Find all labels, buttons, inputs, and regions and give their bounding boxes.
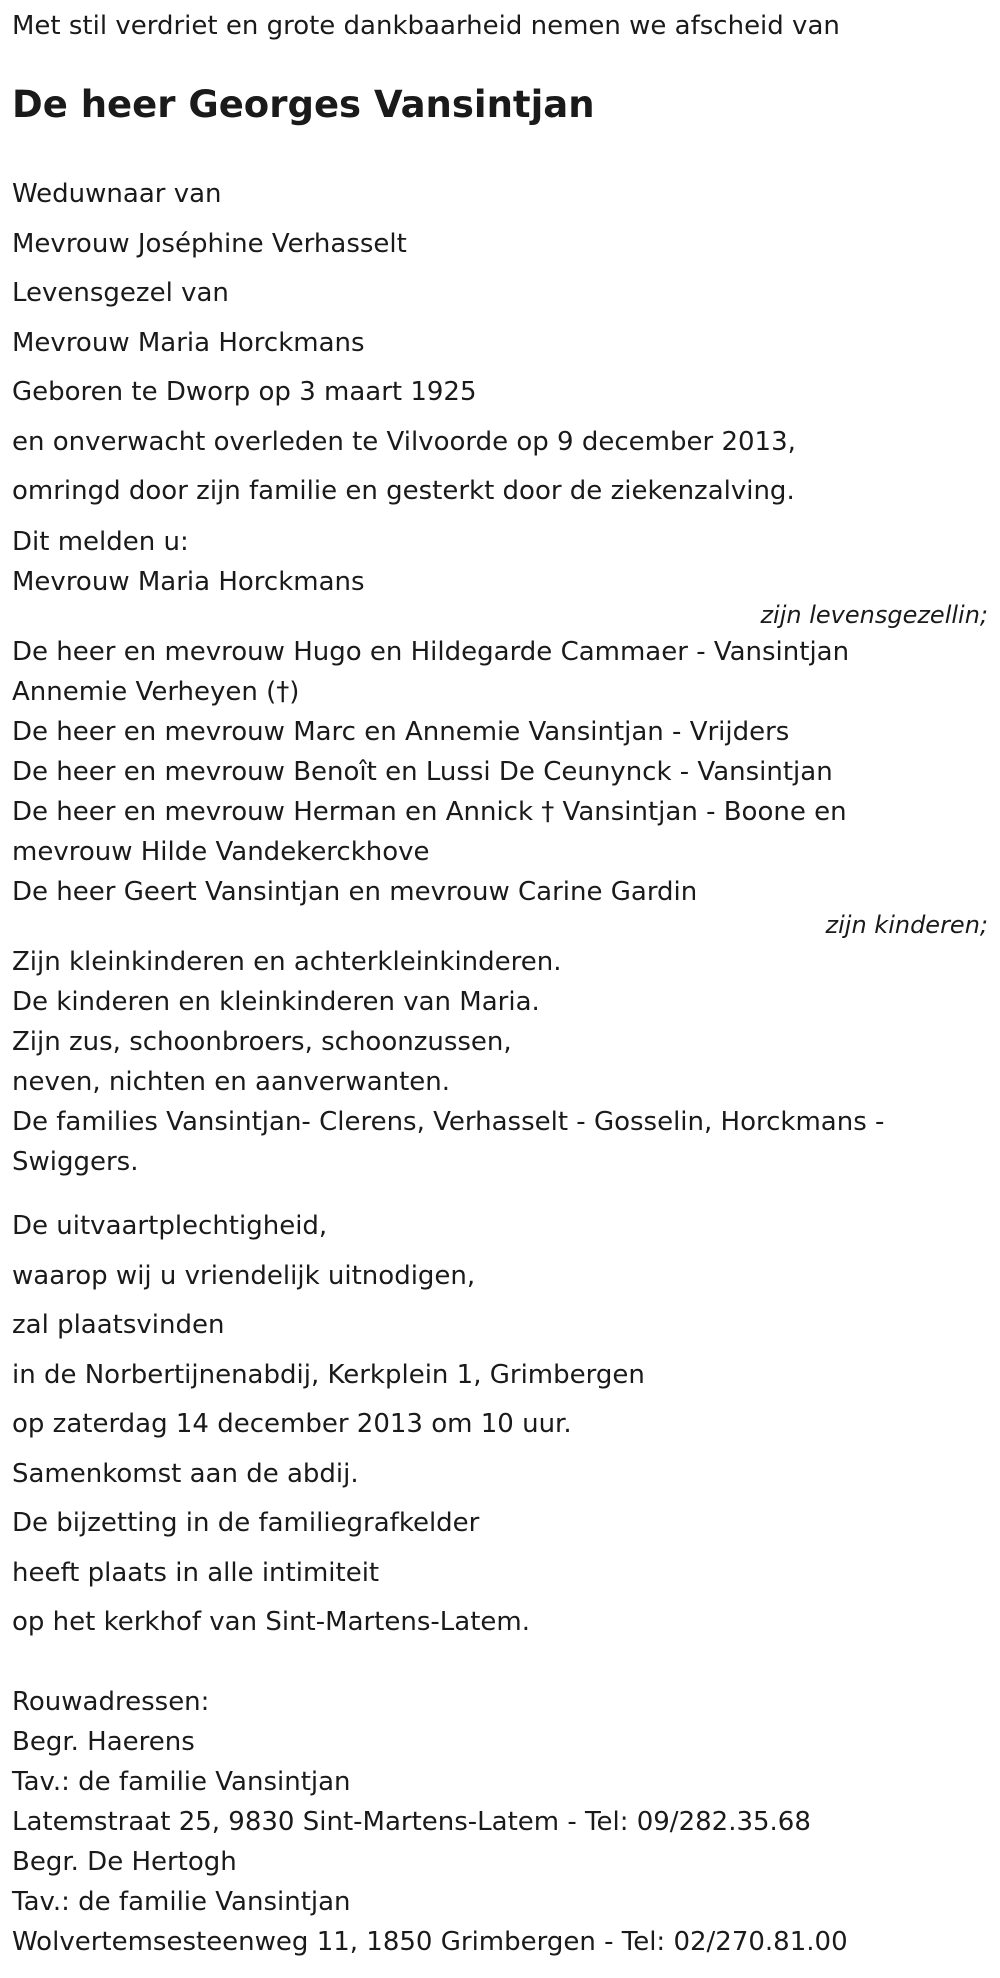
- ceremony-line: heeft plaats in alle intimiteit: [12, 1557, 380, 1588]
- child-line: mevrouw Hilde Vandekerckhove: [12, 837, 430, 867]
- address-line: Begr. De Hertogh: [12, 1847, 237, 1877]
- detail-line: Levensgezel van: [12, 278, 229, 308]
- ceremony-line: waarop wij u vriendelijk uitnodigen,: [12, 1260, 476, 1291]
- address-line: Begr. Haerens: [12, 1727, 195, 1757]
- intro-text: Met stil verdriet en grote dankbaarheid nemen we afscheid van: [12, 11, 840, 41]
- detail-line: en onverwacht overleden te Vilvoorde op 9 december 2013,: [12, 426, 796, 457]
- child-line: De heer en mevrouw Herman en Annick † Vansintjan - Boone en: [12, 797, 847, 827]
- child-line: De heer en mevrouw Marc en Annemie Vansintjan - Vrijders: [12, 717, 790, 747]
- detail-line: Mevrouw Joséphine Verhasselt: [12, 228, 407, 259]
- detail-line: Geboren te Dworp op 3 maart 1925: [12, 377, 477, 407]
- addresses-block: [12, 1682, 988, 1962]
- address-line: Tav.: de familie Vansintjan: [12, 1767, 351, 1797]
- relative-line: Zijn zus, schoonbroers, schoonzussen,: [12, 1027, 512, 1057]
- ceremony-line: zal plaatsvinden: [12, 1310, 225, 1340]
- partner-name: Mevrouw Maria Horckmans: [12, 567, 365, 597]
- ceremony-block: [12, 1202, 988, 1648]
- ceremony-line: Samenkomst aan de abdij.: [12, 1458, 359, 1489]
- address-line: Tav.: de familie Vansintjan: [12, 1887, 351, 1917]
- child-line: De heer en mevrouw Benoît en Lussi De Ceunynck - Vansintjan: [12, 757, 833, 787]
- details-block: [12, 170, 988, 517]
- partner-role: zijn levensgezellin;: [760, 601, 988, 629]
- address-heading: Rouwadressen:: [12, 1687, 210, 1717]
- ceremony-line: in de Norbertijnenabdij, Kerkplein 1, Grimbergen: [12, 1359, 645, 1390]
- detail-line: Mevrouw Maria Horckmans: [12, 327, 365, 358]
- ceremony-line: op het kerkhof van Sint-Martens-Latem.: [12, 1607, 530, 1637]
- detail-line: omringd door zijn familie en gesterkt door de ziekenzalving.: [12, 476, 795, 506]
- address-line: Wolvertemsesteenweg 11, 1850 Grimbergen - Tel: 02/270.81.00: [12, 1927, 848, 1957]
- relative-line: De families Vansintjan- Clerens, Verhasselt - Gosselin, Horckmans -: [12, 1107, 885, 1137]
- announce-block: [12, 522, 988, 1182]
- detail-line: Weduwnaar van: [12, 179, 222, 209]
- deceased-name: De heer Georges Vansintjan: [12, 83, 595, 126]
- children-role: zijn kinderen;: [825, 911, 988, 939]
- relative-line: De kinderen en kleinkinderen van Maria.: [12, 987, 540, 1017]
- ceremony-line: De uitvaartplechtigheid,: [12, 1211, 328, 1241]
- relative-line: Zijn kleinkinderen en achterkleinkinderen.: [12, 947, 562, 977]
- address-line: Latemstraat 25, 9830 Sint-Martens-Latem - Tel: 09/282.35.68: [12, 1807, 811, 1837]
- announce-label: Dit melden u:: [12, 527, 189, 557]
- child-line: De heer Geert Vansintjan en mevrouw Carine Gardin: [12, 877, 698, 907]
- child-line: Annemie Verheyen (†): [12, 677, 300, 707]
- relative-line: neven, nichten en aanverwanten.: [12, 1067, 451, 1097]
- ceremony-line: op zaterdag 14 december 2013 om 10 uur.: [12, 1409, 572, 1439]
- relative-line: Swiggers.: [12, 1147, 139, 1177]
- child-line: De heer en mevrouw Hugo en Hildegarde Cammaer - Vansintjan: [12, 637, 850, 667]
- ceremony-line: De bijzetting in de familiegrafkelder: [12, 1508, 480, 1538]
